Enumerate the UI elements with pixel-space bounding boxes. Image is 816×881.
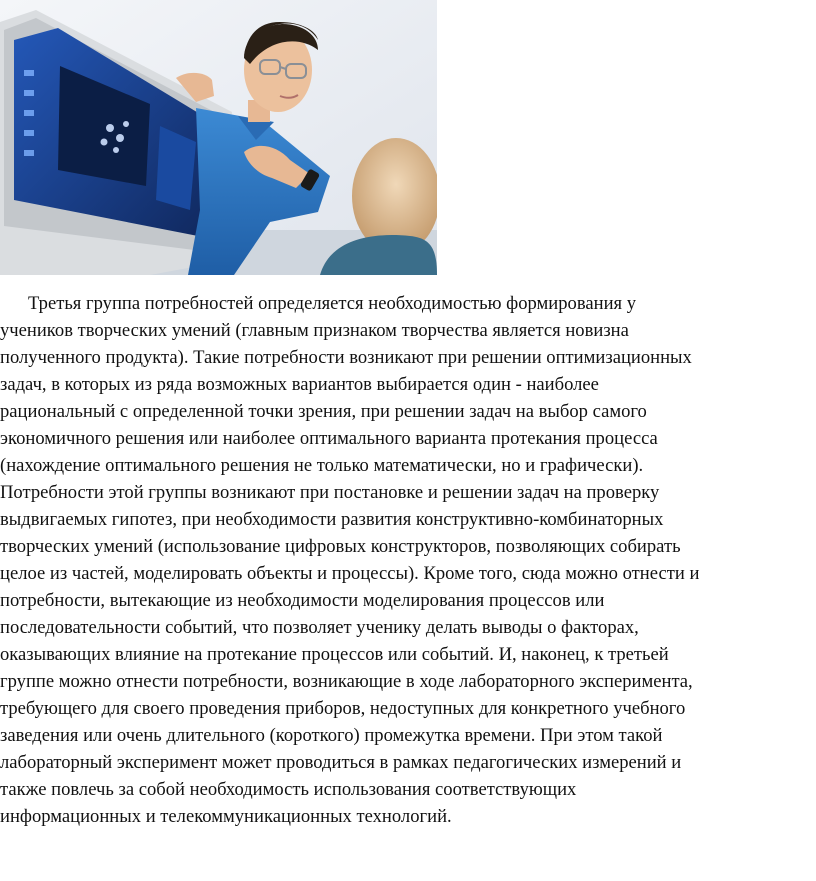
paragraph-line: заведения или очень длительного (короткого) промежутка времени. При этом такой [0, 725, 663, 746]
paragraph-line: лабораторный эксперимент может проводиться в рамках педагогических измерений и [0, 752, 682, 773]
paragraph-line: Потребности этой группы возникают при постановке и решении задач на проверку [0, 482, 660, 503]
paragraph-line: потребности, вытекающие из необходимости моделирования процессов или [0, 590, 605, 611]
paragraph-line: экономичного решения или наиболее оптимального варианта протекания процесса [0, 428, 658, 449]
paragraph-line: оказывающих влияние на протекание процессов или событий. И, наконец, к третьей [0, 644, 669, 665]
paragraph-line: (нахождение оптимального решения не только математически, но и графически). [0, 455, 644, 476]
paragraph-line: задач, в которых из ряда возможных вариантов выбирается один - наиболее [0, 374, 599, 395]
paragraph-line: творческих умений (использование цифровых конструкторов, позволяющих собирать [0, 536, 681, 557]
paragraph-line: Третья группа потребностей определяется необходимостью формирования у [28, 293, 637, 314]
paragraph-line: группе можно отнести потребности, возникающие в ходе лабораторного эксперимента, [0, 671, 693, 692]
paragraph-line: также повлечь за собой необходимость использования соответствующих [0, 779, 577, 800]
paragraph-line: выдвигаемых гипотез, при необходимости развития конструктивно-комбинаторных [0, 509, 664, 530]
paragraph-line: полученного продукта). Такие потребности возникают при решении оптимизационных [0, 347, 692, 368]
paragraph-line: последовательности событий, что позволяет ученику делать выводы о факторах, [0, 617, 639, 638]
paragraph-line: требующего для своего проведения приборов, недоступных для конкретного учебного [0, 698, 686, 719]
paragraph-line: информационных и телекоммуникационных технологий. [0, 806, 452, 827]
paragraph-line: рациональный с определенной точки зрения, при решении задач на выбор самого [0, 401, 647, 422]
illustration-photo [0, 0, 437, 275]
body-paragraph [0, 290, 816, 830]
paragraph-line: целое из частей, моделировать объекты и процессы). Кроме того, сюда можно отнести и [0, 563, 700, 584]
paragraph-line: учеников творческих умений (главным признаком творчества является новизна [0, 320, 629, 341]
